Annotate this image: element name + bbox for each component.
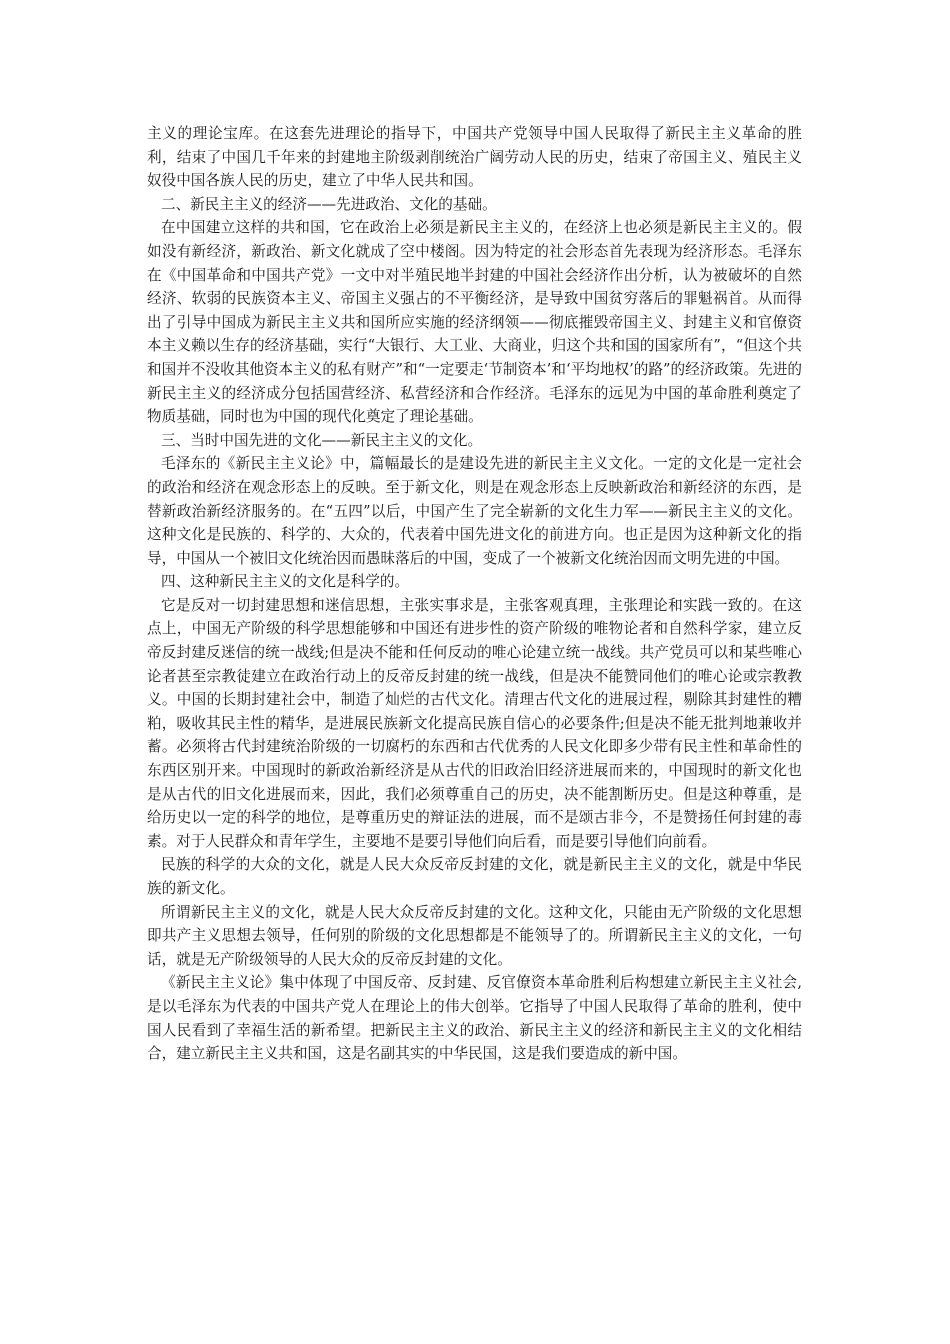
- section-heading-culture: 三、当时中国先进的文化——新民主主义的文化。: [161, 431, 483, 449]
- paragraph-culture: 毛泽东的《新民主主义论》中，篇幅最长的是建设先进的新民主主义文化。一定的文化是一定社会的政治和经济在观念形态上的反映。至于新文化，则是在观念形态上反映新政治和新经济的东西，是替新政治新经济服务的。在“五四”以后，中国产生了完全崭新的文化生力军——新民主主义的文化。这种文化是民族的、科学的、大众的，代表着中国先进文化的前进方向。也正是因为这种新文化的指导，中国从一个被旧文化统治因而愚昧落后的中国，变成了一个被新文化统治因而文明先进的中国。: [147, 455, 802, 567]
- paragraph-scientific: 它是反对一切封建思想和迷信思想，主张实事求是，主张客观真理，主张理论和实践一致的。在这点上，中国无产阶级的科学思想能够和中国还有进步性的资产阶级的唯物论者和自然科学家，建立反帝反封建反迷信的统一战线;但是决不能和任何反动的唯心论建立统一战线。共产党员可以和某些唯心论者甚至宗教徒建立在政治行动上的反帝反封建的统一战线，但是决不能赞同他们的唯心论或宗教教义。中国的长期封建社会中，制造了灿烂的古代文化。清理古代文化的进展过程，剔除其封建性的糟粕，吸收其民主性的精华，是进展民族新文化提高民族自信心的必要条件;但是决不能无批判地兼收并蓄。必须将古代封建统治阶级的一切腐朽的东西和古代优秀的人民文化即多少带有民主性和革命性的东西区别开来。中国现时的新政治新经济是从古代的旧政治旧经济进展而来的，中国现时的新文化也是从古代的旧文化进展而来，因此，我们必须尊重自己的历史，决不能割断历史。但是这种尊重，是给历史以一定的科学的地位，是尊重历史的辩证法的进展，而不是颂古非今，不是赞扬任何封建的毒素。对于人民群众和青年学生，主要地不是要引导他们向后看，而是要引导他们向前看。: [147, 596, 802, 850]
- document-body: [147, 122, 802, 1066]
- paragraph-intro-continuation: 主义的理论宝库。在这套先进理论的指导下，中国共产党领导中国人民取得了新民主主义革命的胜利，结束了中国几千年来的封建地主阶级剥削统治广阔劳动人民的历史，结束了帝国主义、殖民主义奴役中国各族人民的历史，建立了中华人民共和国。: [147, 125, 802, 190]
- section-heading-scientific: 四、这种新民主主义的文化是科学的。: [161, 573, 410, 591]
- paragraph-conclusion: 《新民主主义论》集中体现了中国反帝、反封建、反官僚资本革命胜利后构想建立新民主主义社会,是以毛泽东为代表的中国共产党人在理论上的伟大创举。它指导了中国人民取得了革命的胜利，使中国人民看到了幸福生活的新希望。把新民主主义的政治、新民主主义的经济和新民主主义的文化相结合，建立新民主主义共和国，这是名副其实的中华民国，这是我们要造成的新中国。: [147, 974, 802, 1063]
- paragraph-new-democratic-culture: 所谓新民主主义的文化，就是人民大众反帝反封建的文化。这种文化，只能由无产阶级的文化思想即共产主义思想去领导，任何别的阶级的文化思想都是不能领导了的。所谓新民主主义的文化，一句话，就是无产阶级领导的人民大众的反帝反封建的文化。: [147, 903, 802, 968]
- paragraph-national-culture: 民族的科学的大众的文化，就是人民大众反帝反封建的文化，就是新民主主义的文化，就是中华民族的新文化。: [147, 856, 802, 897]
- section-heading-economy: 二、新民主主义的经济——先进政治、文化的基础。: [161, 195, 497, 213]
- paragraph-economy: 在中国建立这样的共和国，它在政治上必须是新民主主义的，在经济上也必须是新民主主义的。假如没有新经济，新政治、新文化就成了空中楼阁。因为特定的社会形态首先表现为经济形态。毛泽东在《中国革命和中国共产党》一文中对半殖民地半封建的中国社会经济作出分析，认为被破坏的自然经济、软弱的民族资本主义、帝国主义强占的不平衡经济，是导致中国贫穷落后的罪魁祸首。从而得出了引导中国成为新民主主义共和国所应实施的经济纲领——彻底摧毁帝国主义、封建主义和官僚资本主义赖以生存的经济基础，实行“大银行、大工业、大商业，归这个共和国的国家所有”，“但这个共和国并不没收其他资本主义的私有财产”和“一定要走‘节制资本’和‘平均地权’的路”的经济政策。先进的新民主主义的经济成分包括国营经济、私营经济和合作经济。毛泽东的远见为中国的革命胜利奠定了物质基础，同时也为中国的现代化奠定了理论基础。: [147, 219, 802, 426]
